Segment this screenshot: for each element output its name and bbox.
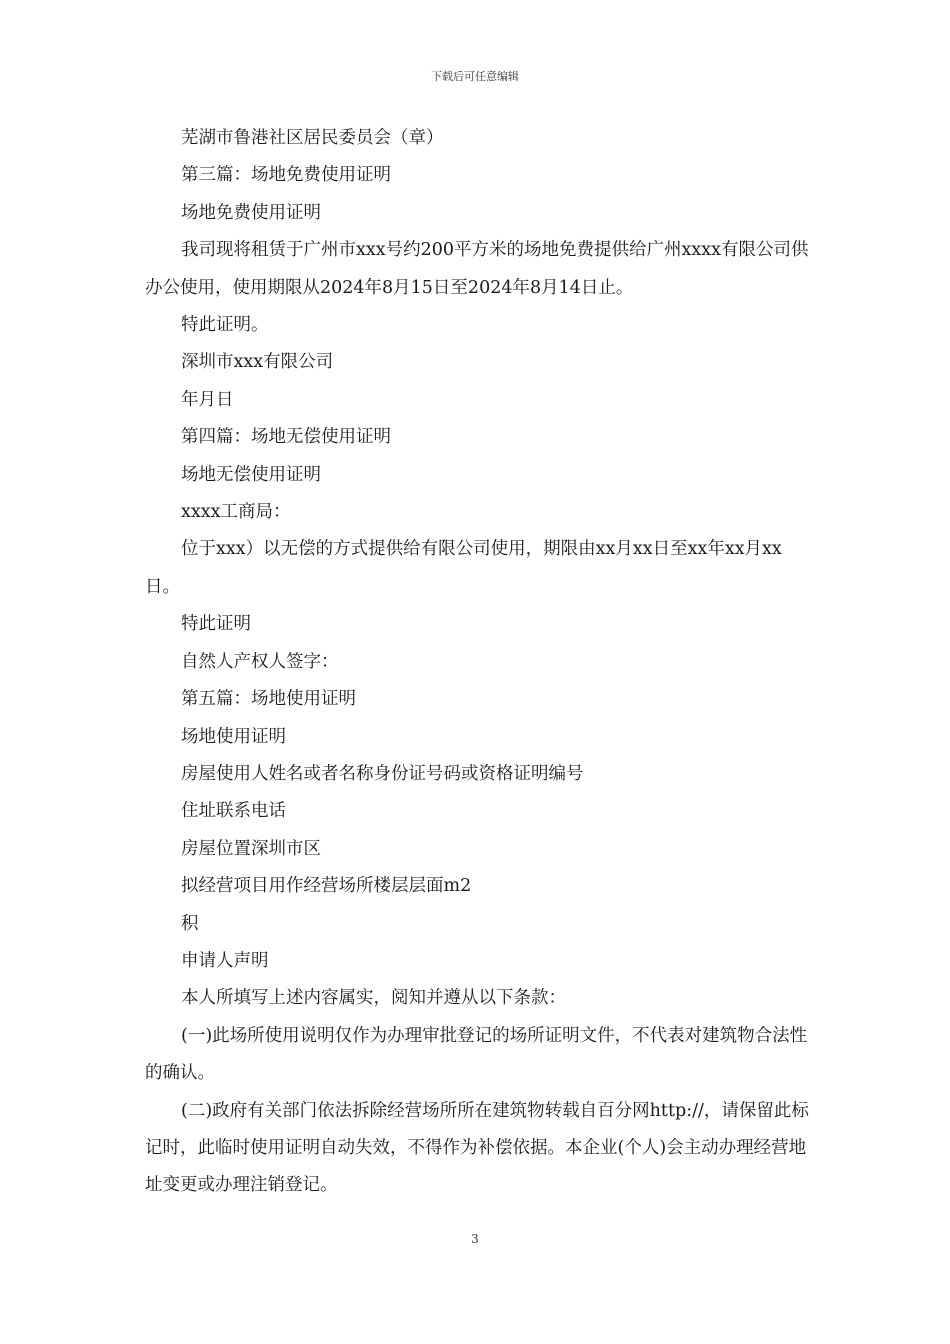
page-header: 下载后可任意编辑 bbox=[431, 70, 519, 83]
section-title: 第四篇：场地无偿使用证明 bbox=[181, 427, 391, 448]
document-body bbox=[145, 120, 810, 1205]
paragraph: (二)政府有关部门依法拆除经营场所所在建筑物转载自百分网http://，请保留此标记时，此临时使用证明自动失效，不得作为补偿依据。本企业(个人)会主动办理经营地址变更或办理注销登记。 bbox=[145, 1100, 809, 1196]
paragraph: 场地免费使用证明 bbox=[181, 202, 321, 223]
paragraph: 房屋使用人姓名或者名称身份证号码或资格证明编号 bbox=[181, 763, 584, 784]
paragraph: 自然人产权人签字： bbox=[181, 651, 339, 672]
paragraph: 深圳市xxx有限公司 bbox=[181, 352, 334, 373]
paragraph: 住址联系电话 bbox=[181, 801, 286, 822]
paragraph: 场地使用证明 bbox=[181, 726, 286, 747]
paragraph: 场地无偿使用证明 bbox=[181, 464, 321, 485]
paragraph: 芜湖市鲁港社区居民委员会（章） bbox=[181, 128, 444, 148]
paragraph: 房屋位置深圳市区 bbox=[181, 838, 321, 859]
section-title: 第五篇：场地使用证明 bbox=[181, 689, 356, 710]
paragraph: 位于xxx）以无偿的方式提供给有限公司使用，期限由xx月xx日至xx年xx月xx日。 bbox=[145, 539, 782, 597]
paragraph: 特此证明。 bbox=[181, 315, 269, 336]
paragraph: 本人所填写上述内容属实，阅知并遵从以下条款： bbox=[181, 988, 566, 1009]
page-number: 3 bbox=[471, 1232, 479, 1246]
paragraph: 申请人声明 bbox=[181, 950, 269, 971]
paragraph: 拟经营项目用作经营场所楼层层面m2 bbox=[181, 876, 472, 897]
paragraph: xxxx工商局： bbox=[181, 502, 291, 523]
paragraph: 特此证明 bbox=[181, 614, 251, 635]
paragraph: 我司现将租赁于广州市xxx号约200平方米的场地免费提供给广州xxxx有限公司供办公使用，使用期限从2024年8月15日至2024年8月14日止。 bbox=[145, 240, 809, 298]
paragraph: 年月日 bbox=[181, 389, 234, 410]
paragraph: (一)此场所使用说明仅作为办理审批登记的场所证明文件，不代表对建筑物合法性的确认。 bbox=[145, 1025, 808, 1084]
paragraph: 积 bbox=[181, 913, 199, 934]
section-title: 第三篇：场地免费使用证明 bbox=[181, 165, 391, 186]
